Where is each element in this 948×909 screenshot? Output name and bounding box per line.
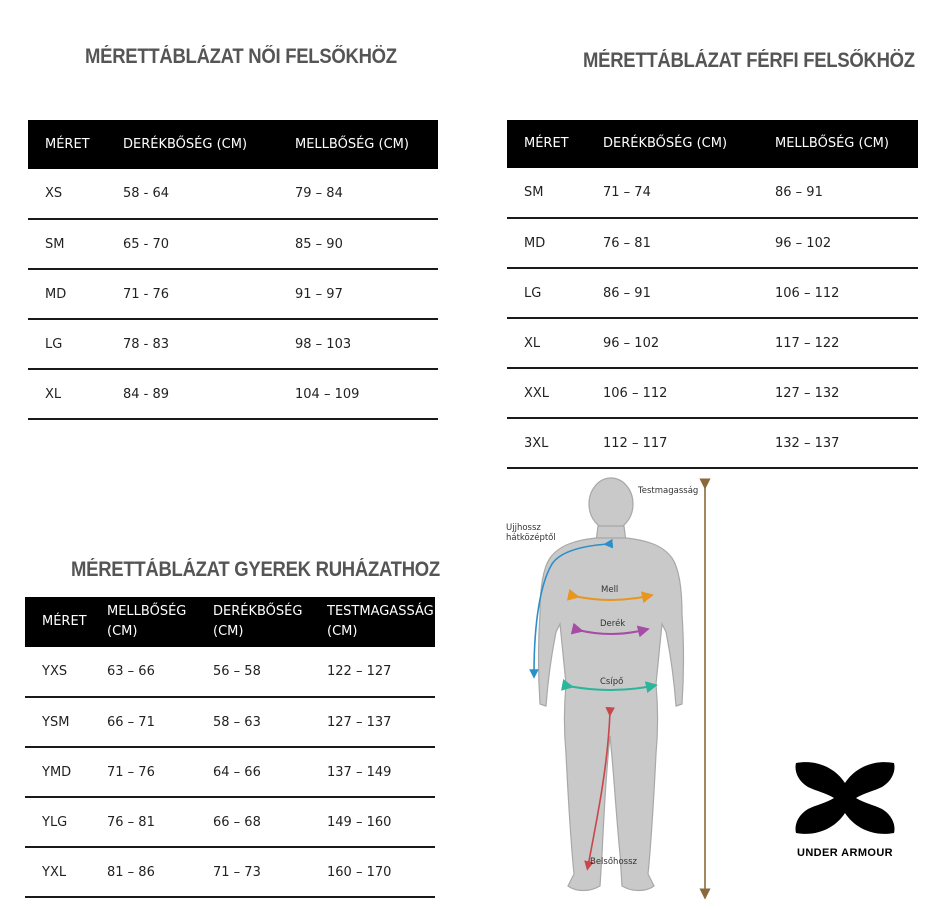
waist-cell: 106 – 112 — [603, 368, 775, 418]
height-cell: 127 – 137 — [327, 697, 435, 747]
size-cell: XS — [28, 169, 123, 219]
height-label: Testmagasság — [638, 486, 699, 496]
table-row — [28, 269, 438, 319]
waist-cell: 86 – 91 — [603, 268, 775, 318]
height-cell: 160 – 170 — [327, 847, 435, 897]
height-cell: 122 – 127 — [327, 647, 435, 697]
size-cell: YXL — [25, 847, 107, 897]
table-row — [507, 318, 918, 368]
kids-size-table — [25, 597, 435, 898]
waist-cell: 65 - 70 — [123, 219, 295, 269]
men-table-title: MÉRETTÁBLÁZAT FÉRFI FELSŐKHÖZ — [583, 49, 915, 72]
chest-cell: 127 – 132 — [775, 368, 918, 418]
table-row — [25, 797, 435, 847]
header-size: MÉRET — [507, 120, 603, 168]
height-cell: 149 – 160 — [327, 797, 435, 847]
waist-cell: 71 – 74 — [603, 168, 775, 218]
height-cell: 137 – 149 — [327, 747, 435, 797]
chest-cell: 63 – 66 — [107, 647, 213, 697]
size-cell: XL — [28, 369, 123, 419]
table-row — [25, 847, 435, 897]
table-row — [28, 369, 438, 419]
waist-label: Derék — [600, 619, 626, 629]
header-chest: MELLBŐSÉG (CM) — [775, 120, 918, 168]
chest-cell: 66 – 71 — [107, 697, 213, 747]
chest-cell: 76 – 81 — [107, 797, 213, 847]
chest-cell: 85 – 90 — [295, 219, 438, 269]
size-cell: 3XL — [507, 418, 603, 468]
chest-cell: 71 – 76 — [107, 747, 213, 797]
size-cell: MD — [28, 269, 123, 319]
brand-name: UNDER ARMOUR — [796, 847, 894, 859]
under-armour-logo-icon — [790, 757, 900, 839]
hip-label: Csípő — [600, 677, 624, 687]
chest-cell: 106 – 112 — [775, 268, 918, 318]
table-row — [507, 218, 918, 268]
chest-cell: 98 – 103 — [295, 319, 438, 369]
sleeve-label-line1: Ujjhossz — [506, 523, 541, 533]
table-row — [507, 418, 918, 468]
kids-table-title: MÉRETTÁBLÁZAT GYEREK RUHÁZATHOZ — [71, 558, 440, 581]
sleeve-label-line2: hátközéptől — [506, 533, 556, 543]
table-row — [25, 697, 435, 747]
inseam-label: Belsőhossz — [590, 857, 637, 867]
waist-cell: 76 – 81 — [603, 218, 775, 268]
waist-cell: 78 - 83 — [123, 319, 295, 369]
men-size-table — [507, 120, 918, 469]
women-table-title: MÉRETTÁBLÁZAT NŐI FELSŐKHÖZ — [85, 45, 397, 68]
waist-cell: 84 - 89 — [123, 369, 295, 419]
chest-cell: 104 – 109 — [295, 369, 438, 419]
header-waist: DERÉKBŐSÉG (CM) — [123, 120, 295, 169]
body-measurement-figure — [498, 474, 738, 904]
waist-cell: 58 - 64 — [123, 169, 295, 219]
size-cell: MD — [507, 218, 603, 268]
chest-cell: 117 – 122 — [775, 318, 918, 368]
table-row — [28, 219, 438, 269]
size-cell: YLG — [25, 797, 107, 847]
women-size-table — [28, 120, 438, 420]
size-cell: XXL — [507, 368, 603, 418]
under-armour-logo — [790, 757, 900, 859]
size-cell: SM — [507, 168, 603, 218]
size-cell: SM — [28, 219, 123, 269]
chest-cell: 96 – 102 — [775, 218, 918, 268]
waist-cell: 71 - 76 — [123, 269, 295, 319]
header-chest: MELLBŐSÉG (CM) — [107, 597, 213, 647]
size-cell: XL — [507, 318, 603, 368]
table-row — [507, 368, 918, 418]
chest-cell: 86 – 91 — [775, 168, 918, 218]
header-waist: DERÉKBŐSÉG (CM) — [213, 597, 327, 647]
size-cell: LG — [28, 319, 123, 369]
waist-cell: 56 – 58 — [213, 647, 327, 697]
waist-cell: 71 – 73 — [213, 847, 327, 897]
table-row — [507, 268, 918, 318]
chest-label: Mell — [601, 585, 619, 595]
chest-cell: 132 – 137 — [775, 418, 918, 468]
waist-cell: 96 – 102 — [603, 318, 775, 368]
table-row — [28, 169, 438, 219]
chest-cell: 81 – 86 — [107, 847, 213, 897]
size-cell: YSM — [25, 697, 107, 747]
size-cell: YXS — [25, 647, 107, 697]
table-row — [28, 319, 438, 369]
header-chest: MELLBŐSÉG (CM) — [295, 120, 438, 169]
table-row — [507, 168, 918, 218]
header-size: MÉRET — [28, 120, 123, 169]
chest-cell: 79 – 84 — [295, 169, 438, 219]
size-cell: YMD — [25, 747, 107, 797]
table-row — [25, 647, 435, 697]
waist-cell: 66 – 68 — [213, 797, 327, 847]
table-row — [25, 747, 435, 797]
header-size: MÉRET — [25, 597, 107, 647]
waist-cell: 112 – 117 — [603, 418, 775, 468]
chest-cell: 91 – 97 — [295, 269, 438, 319]
header-height: TESTMAGASSÁG (CM) — [327, 597, 435, 647]
waist-cell: 58 – 63 — [213, 697, 327, 747]
waist-cell: 64 – 66 — [213, 747, 327, 797]
header-waist: DERÉKBŐSÉG (CM) — [603, 120, 775, 168]
size-cell: LG — [507, 268, 603, 318]
